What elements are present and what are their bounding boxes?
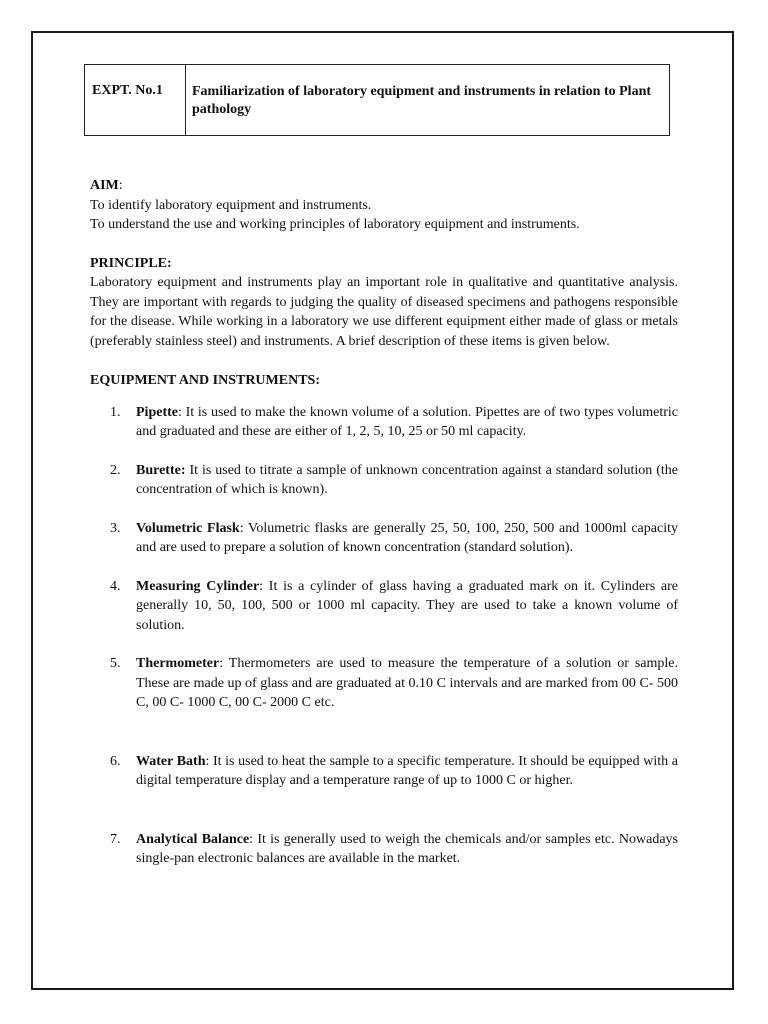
experiment-header-table bbox=[84, 64, 670, 136]
equipment-section bbox=[90, 371, 678, 869]
equipment-text: : It is used to heat the sample to a specific temperature. It should be equipped with a digital temperature display and a temperature range of up to 1000 C or higher. bbox=[136, 753, 678, 788]
principle-section bbox=[90, 254, 678, 352]
equipment-text: : Thermometers are used to measure the temperature of a solution or sample. These are made up of glass and are graduated at 0.10 C intervals and are marked from 00 C- 500 C, 00 C- 1000 C, 00 C- 2000 C etc. bbox=[136, 656, 678, 710]
equipment-term: Measuring Cylinder bbox=[136, 578, 260, 594]
list-number: 2. bbox=[110, 462, 121, 478]
equipment-term: Burette: bbox=[136, 462, 186, 478]
equipment-item bbox=[110, 519, 678, 558]
equipment-item bbox=[110, 403, 678, 442]
experiment-title: Familiarization of laboratory equipment and instruments in relation to Plant pathology bbox=[192, 84, 652, 117]
equipment-description bbox=[136, 577, 678, 636]
document-body bbox=[90, 176, 678, 869]
equipment-term: Pipette bbox=[136, 404, 178, 420]
equipment-text: : It is generally used to weigh the chemicals and/or samples etc. Nowadays single-pan electronic balances are available in the market. bbox=[136, 831, 678, 866]
equipment-term: Water Bath bbox=[136, 753, 206, 769]
equipment-item bbox=[110, 577, 678, 636]
equipment-text: : It is a cylinder of glass having a graduated mark on it. Cylinders are generally 10, 50, 100, 500 or 1000 ml capacity. They are used to take a known volume of solution. bbox=[136, 578, 678, 633]
equipment-item bbox=[110, 654, 678, 713]
equipment-item bbox=[110, 830, 678, 869]
list-number: 7. bbox=[110, 831, 121, 847]
list-number: 1. bbox=[110, 404, 121, 420]
list-number: 4. bbox=[110, 578, 121, 594]
equipment-description bbox=[136, 752, 678, 791]
equipment-description bbox=[136, 403, 678, 442]
list-number: 3. bbox=[110, 520, 121, 536]
equipment-text: : Volumetric flasks are generally 25, 50, 100, 250, 500 and 1000ml capacity and are used to prepare a solution of known concentration (standard solution). bbox=[136, 520, 678, 555]
aim-line: To understand the use and working principles of laboratory equipment and instruments. bbox=[90, 217, 580, 232]
equipment-item bbox=[110, 752, 678, 791]
equipment-description bbox=[136, 830, 678, 869]
equipment-heading: EQUIPMENT AND INSTRUMENTS: bbox=[90, 373, 320, 388]
aim-section bbox=[90, 176, 678, 235]
equipment-list bbox=[90, 403, 678, 869]
equipment-description bbox=[136, 461, 678, 500]
equipment-term: Volumetric Flask bbox=[136, 520, 240, 536]
list-number: 6. bbox=[110, 753, 121, 769]
equipment-term: Thermometer bbox=[136, 656, 220, 671]
principle-text: Laboratory equipment and instruments play an important role in qualitative and quantitative analysis. They are important with regards to judging the quality of diseased specimens and pathogens responsible for the disease. While working in a laboratory we use different equipment either made of glass or metals (preferably stainless steel) and instruments. A brief description of these items is given below. bbox=[90, 275, 678, 349]
equipment-item bbox=[110, 461, 678, 500]
aim-heading: AIM bbox=[90, 178, 119, 193]
aim-colon: : bbox=[118, 178, 123, 193]
list-number: 5. bbox=[110, 656, 121, 671]
equipment-text: It is used to titrate a sample of unknown concentration against a standard solution (the concentration of which is known). bbox=[136, 462, 678, 497]
equipment-description bbox=[136, 519, 678, 558]
equipment-term: Analytical Balance bbox=[136, 831, 250, 847]
aim-line: To identify laboratory equipment and instruments. bbox=[90, 197, 372, 213]
principle-heading: PRINCIPLE: bbox=[90, 255, 172, 271]
equipment-text: : It is used to make the known volume of a solution. Pipettes are of two types volumetric and graduated and these are either of 1, 2, 5, 10, 25 or 50 ml capacity. bbox=[136, 404, 678, 439]
equipment-description bbox=[136, 654, 678, 713]
expt-number: EXPT. No.1 bbox=[85, 65, 186, 135]
